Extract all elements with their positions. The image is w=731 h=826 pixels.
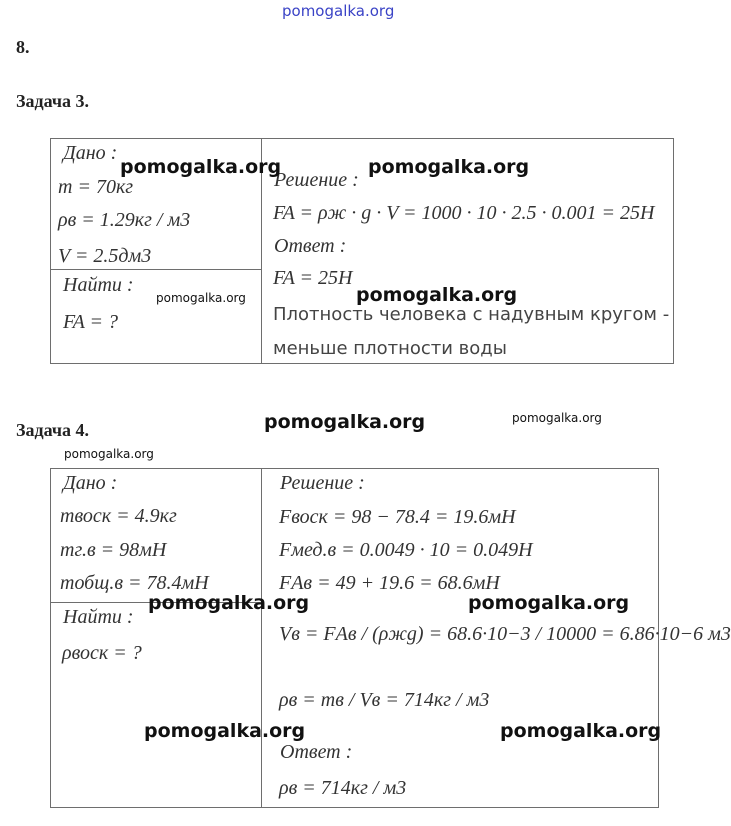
task3-solution: FA = ρж · g · V = 1000 · 10 · 2.5 · 0.001 = 25H bbox=[273, 202, 655, 224]
task4-answer-label: Ответ : bbox=[280, 741, 353, 763]
task3-given-density: ρв = 1.29кг / м3 bbox=[58, 209, 191, 231]
watermark: pomogalka.org bbox=[120, 156, 282, 178]
watermark: pomogalka.org bbox=[144, 720, 306, 742]
watermark: pomogalka.org bbox=[264, 411, 426, 433]
task4-solution-label: Решение : bbox=[280, 472, 365, 494]
task3-given-label: Дано : bbox=[63, 142, 118, 164]
task4-solution-density: ρв = mв / Vв = 714кг / м3 bbox=[279, 689, 490, 711]
watermark: pomogalka.org bbox=[512, 411, 602, 425]
task4-given-total-weight: mобщ.в = 78.4мН bbox=[60, 572, 209, 594]
task4-title: Задача 4. bbox=[16, 420, 90, 440]
task3-find: FA = ? bbox=[63, 311, 118, 333]
watermark: pomogalka.org bbox=[368, 156, 530, 178]
site-link[interactable]: pomogalka.org bbox=[282, 2, 395, 20]
task4-given-weight-water: mг.в = 98мН bbox=[60, 539, 167, 561]
task4-find-label: Найти : bbox=[63, 606, 134, 628]
task3-given-divider bbox=[51, 269, 261, 270]
task4-divider bbox=[261, 469, 262, 807]
task4-given-wax-mass: mвоск = 4.9кг bbox=[60, 505, 177, 527]
task3-find-label: Найти : bbox=[63, 274, 134, 296]
watermark: pomogalka.org bbox=[468, 592, 630, 614]
watermark: pomogalka.org bbox=[156, 291, 246, 305]
watermark: pomogalka.org bbox=[500, 720, 662, 742]
task4-solution-volume: Vв = FАв / (ρжg) = 68.6·10−3 / 10000 = 6.86·10−6 м3 bbox=[279, 623, 731, 645]
problem-number: 8. bbox=[16, 37, 30, 57]
task3-answer: FA = 25H bbox=[273, 267, 353, 289]
task4-find: ρвоск = ? bbox=[62, 642, 142, 664]
task3-given-mass: m = 70кг bbox=[58, 176, 134, 198]
task3-solution-label: Решение : bbox=[274, 169, 359, 191]
task4-solution-line3: FАв = 49 + 19.6 = 68.6мН bbox=[279, 572, 500, 594]
watermark: pomogalka.org bbox=[356, 284, 518, 306]
task4-solution-line1: Fвоск = 98 − 78.4 = 19.6мН bbox=[279, 506, 516, 528]
task3-given-volume: V = 2.5дм3 bbox=[58, 245, 152, 267]
watermark: pomogalka.org bbox=[148, 592, 310, 614]
task4-given-label: Дано : bbox=[63, 472, 118, 494]
task3-answer-label: Ответ : bbox=[274, 235, 347, 257]
task4-solution-line2: Fмед.в = 0.0049 · 10 = 0.049Н bbox=[279, 539, 533, 561]
task3-title: Задача 3. bbox=[16, 91, 90, 111]
task4-answer: ρв = 714кг / м3 bbox=[279, 777, 407, 799]
task3-conclusion-line2: меньше плотности воды bbox=[273, 338, 507, 359]
watermark: pomogalka.org bbox=[64, 447, 154, 461]
task3-conclusion-line1: Плотность человека с надувным кругом - bbox=[273, 304, 670, 325]
